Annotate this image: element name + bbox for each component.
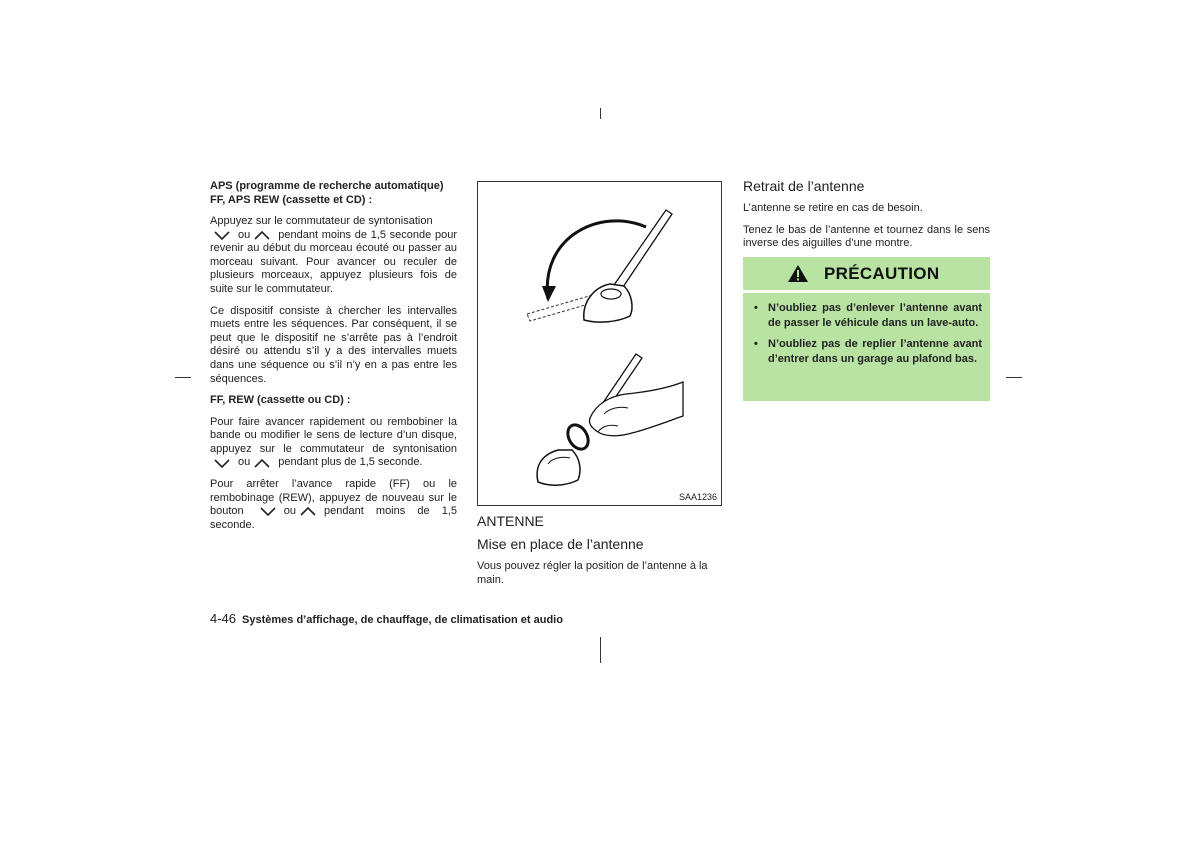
footer-title: Systèmes d’affichage, de chauffage, de climatisation et audio: [242, 614, 563, 626]
ff-rew-text-a: Pour faire avancer rapidement ou rembobiner la bande ou modifier le sens de lecture d’un disque, appuyez sur le commutateur de syntonisation: [210, 415, 457, 455]
stop-paragraph: [210, 478, 457, 532]
caution-list: [743, 293, 990, 366]
ff-rew-paragraph: [210, 416, 457, 470]
stop-or: ou: [283, 505, 297, 518]
aps-text-a: Appuyez sur le commutateur de syntonisation: [210, 215, 433, 227]
caution-item: • N’oubliez pas de replier l’antenne avant d’entrer dans un garage au plafond bas.: [751, 337, 982, 366]
crop-mark-bottom: [600, 637, 601, 663]
section-title: ANTENNE: [477, 513, 544, 529]
right-column: [743, 178, 990, 259]
chevron-down-icon: [212, 457, 232, 469]
stop-text-b: pendant moins de 1,5 seconde.: [210, 505, 457, 531]
figure-code: SAA1236: [678, 492, 717, 502]
antenna-illustration: [477, 181, 722, 506]
removal-paragraph-2: Tenez le bas de l’antenne et tournez dans le sens inverse des aiguilles d’une montre.: [743, 223, 990, 250]
ff-rew-heading: FF, REW (cassette ou CD) :: [210, 394, 351, 407]
removal-paragraph-1: L’antenne se retire en cas de besoin.: [743, 202, 923, 214]
aps-text-b: pendant moins de 1,5 seconde pour revenir au début du morceau écouté ou passer au morceau suivant. Pour avancer ou reculer de plusieurs morceaux, appuyez plusieurs fois de suite sur le commutateur.: [210, 228, 457, 295]
antenna-paragraph: Vous pouvez régler la position de l’antenne à la main.: [477, 560, 708, 586]
crop-mark-top: [600, 108, 601, 119]
ff-rew-or: ou: [238, 456, 251, 469]
antenna-drawing: [478, 182, 721, 505]
chevron-up-icon: [252, 229, 272, 241]
crop-mark-left: [175, 377, 191, 378]
aps-paragraph: [210, 215, 457, 297]
caution-body: [743, 293, 990, 401]
warning-triangle-icon: [787, 264, 809, 283]
caution-header: [743, 257, 990, 290]
stop-text-a: Pour arrêter l’avance rapide (FF) ou le rembobinage (REW), appuyez de nouveau sur le bouton: [210, 478, 457, 518]
left-column: [210, 180, 457, 540]
middle-column: [477, 513, 724, 595]
caution-item: • N’oubliez pas d’enlever l’antenne avant de passer le véhicule dans un lave-auto.: [751, 301, 982, 330]
removal-title: Retrait de l’antenne: [743, 178, 865, 194]
chevron-down-icon: [212, 229, 232, 241]
page-number: 4-46: [210, 611, 237, 626]
intervals-paragraph: Ce dispositif consiste à chercher les intervalles muets entre les séquences. Par conséquent, il se peut que le dispositif ne s’arrête pas à l’endroit désiré ou attendu s’il y a des intervalles muets dans une séquence ou s’il n’y en a pas entre les séquences.: [210, 304, 457, 385]
page-footer: [210, 611, 563, 626]
chevron-up-icon: [252, 457, 272, 469]
chevron-down-icon: [258, 505, 278, 517]
sub-title: Mise en place de l’antenne: [477, 536, 644, 552]
aps-or: ou: [238, 228, 251, 241]
chevron-up-icon: [298, 505, 318, 517]
ff-rew-text-b: pendant plus de 1,5 seconde.: [278, 456, 423, 469]
caution-title: PRÉCAUTION: [824, 264, 940, 283]
crop-mark-right: [1006, 377, 1022, 378]
aps-heading: APS (programme de recherche automatique) FF, APS REW (cassette et CD) :: [210, 180, 444, 206]
